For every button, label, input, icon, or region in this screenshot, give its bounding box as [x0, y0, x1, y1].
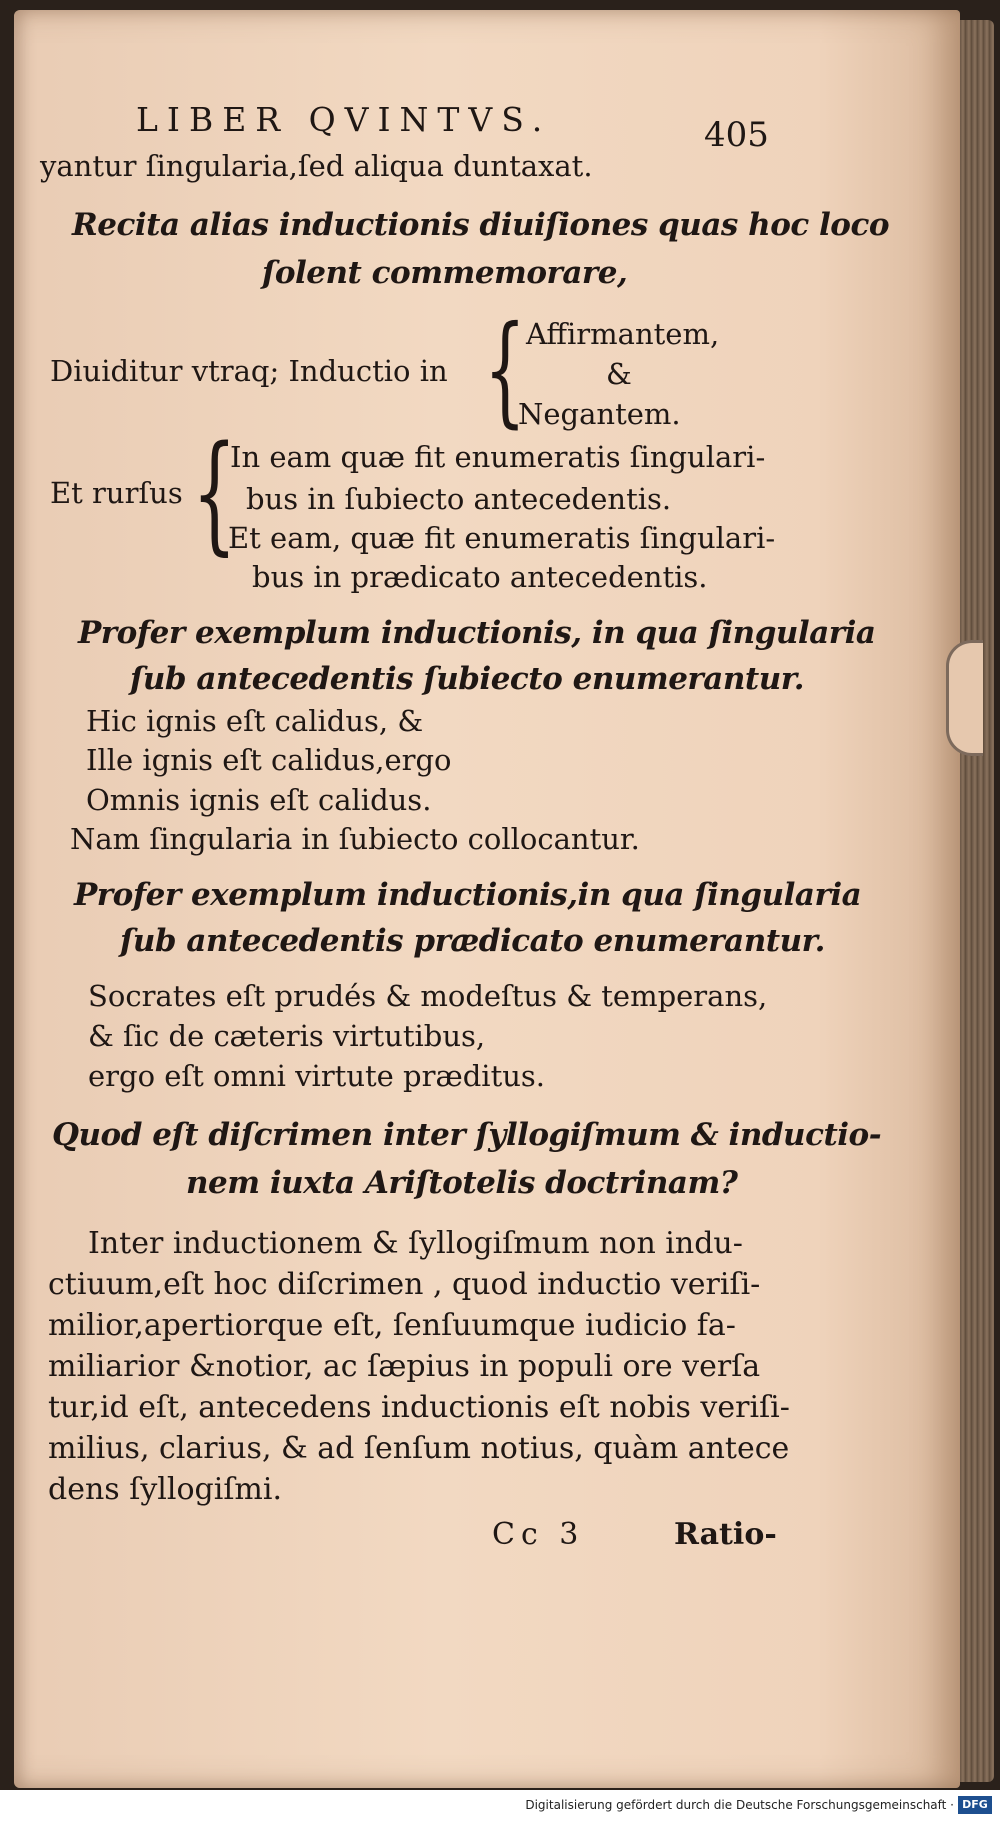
paragraph-line: milius, clarius, & ad ſenſum notius, quàm antece — [48, 1431, 790, 1466]
page-number: 405 — [704, 115, 769, 155]
question-heading: nem iuxta Ariſtotelis doctrinam? — [186, 1165, 738, 1201]
curly-brace-icon: { — [192, 419, 237, 568]
page-edges — [960, 20, 994, 1782]
question-heading: ſub antecedentis prædicato enumerantur. — [120, 923, 825, 959]
curly-brace-icon: { — [484, 301, 526, 440]
division-item: Affirmantem, — [526, 317, 720, 351]
question-heading: Profer exemplum inductionis,in qua ſingularia — [74, 877, 862, 913]
question-heading: ſolent commemorare, — [262, 255, 628, 291]
example-line: Hic ignis eſt calidus, & — [86, 704, 424, 738]
division-lead: Et rurſus — [50, 476, 183, 510]
division-item: Negantem. — [518, 397, 681, 431]
page-tab — [946, 640, 983, 756]
question-heading: Quod eſt diſcrimen inter ſyllogiſmum & inductio- — [52, 1117, 882, 1153]
example-line: & ſic de cæteris virtutibus, — [88, 1019, 486, 1053]
division-item: In eam quæ fit enumeratis ſingulari- — [230, 440, 766, 474]
digitization-footer — [0, 1790, 1000, 1824]
example-line: Socrates eſt prudés & modeſtus & temperans, — [88, 979, 768, 1013]
question-heading: ſub antecedentis ſubiecto enumerantur. — [130, 661, 805, 697]
example-line: ergo eſt omni virtute præditus. — [88, 1059, 546, 1093]
example-line: Ille ignis eſt calidus,ergo — [86, 743, 452, 777]
paragraph-line: tur,id eſt, antecedens inductionis eſt nobis veriſi- — [48, 1390, 790, 1425]
paragraph-line: miliarior &notior, ac ſæpius in populi ore verſa — [48, 1349, 761, 1384]
example-line: Nam ſingularia in ſubiecto collocantur. — [70, 822, 640, 856]
catchword: Ratio- — [674, 1517, 777, 1552]
division-lead: Diuiditur vtraq; Inductio in — [50, 354, 448, 388]
paragraph-line: dens ſyllogiſmi. — [48, 1472, 282, 1507]
division-item: Et eam, quæ fit enumeratis ſingulari- — [228, 521, 776, 555]
running-head: LIBER QVINTVS. — [136, 100, 552, 139]
paragraph-line: ctiuum,eſt hoc diſcrimen , quod inductio veriſi- — [48, 1267, 761, 1302]
paragraph-line: milior,apertiorque eſt, ſenſuumque iudicio fa- — [48, 1308, 736, 1343]
question-heading: Recita alias inductionis diuiſiones quas hoc loco — [72, 207, 890, 243]
text-line: yantur ſingularia,ſed aliqua duntaxat. — [40, 149, 593, 183]
example-line: Omnis ignis eſt calidus. — [86, 783, 432, 817]
paragraph-line: Inter inductionem & ſyllogiſmum non indu- — [88, 1226, 743, 1261]
signature-mark: Cc 3 — [492, 1517, 585, 1552]
dfg-logo: DFG — [958, 1796, 992, 1814]
division-item: bus in ſubiecto antecedentis. — [246, 482, 672, 516]
division-item: & — [606, 357, 632, 391]
footer-credit: Digitalisierung gefördert durch die Deutsche Forschungsgemeinschaft · — [525, 1798, 954, 1812]
division-item: bus in prædicato antecedentis. — [252, 560, 708, 594]
question-heading: Profer exemplum inductionis, in qua ſingularia — [78, 615, 876, 651]
